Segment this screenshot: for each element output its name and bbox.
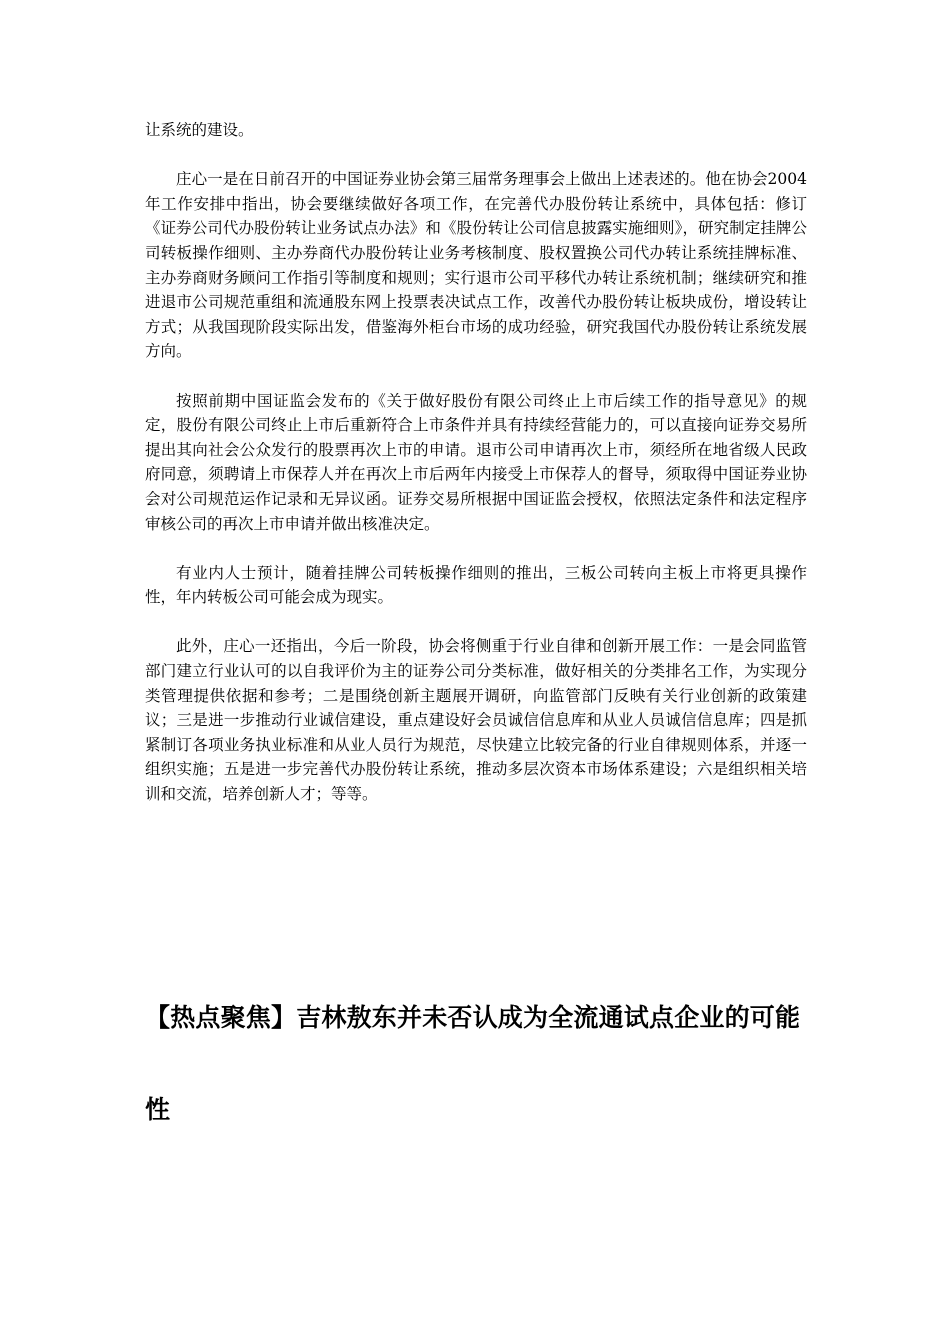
paragraph-association-focus: 此外，庄心一还指出，今后一阶段，协会将侧重于行业自律和创新开展工作：一是会同监管部门建立行业认可的以自我评价为主的证券公司分类标准，做好相关的分类排名工作，为实现分类管理提供依据和参考；二是围绕创新主题展开调研，向监管部门反映有关行业创新的政策建议；三是进一步推动行业诚信建设，重点建设好会员诚信信息库和从业人员诚信信息库；四是抓紧制订各项业务执业标准和从业人员行为规范，尽快建立比较完备的行业自律规则体系，并逐一组织实施；五是进一步完善代办股份转让系统，推动多层次资本市场体系建设；六是组织相关培训和交流，培养创新人才；等等。 — [145, 637, 807, 804]
paragraph-relisting-rules: 按照前期中国证监会发布的《关于做好股份有限公司终止上市后续工作的指导意见》的规定，股份有限公司终止上市后重新符合上市条件并具有持续经营能力的，可以直接向证券交易所提出其向社会公众发行的股票再次上市的申请。退市公司申请再次上市，须经所在地省级人民政府同意，须聘请上市保荐人并在再次上市后两年内接受上市保荐人的督导，须取得中国证券业协会对公司规范运作记录和无异议函。证券交易所根据中国证监会授权，依照法定条件和法定程序审核公司的再次上市申请并做出核准决定。 — [145, 391, 807, 533]
paragraph-continuation: 让系统的建设。 — [145, 121, 254, 139]
paragraph-gap — [145, 610, 807, 635]
paragraph-work-plan: 庄心一是在日前召开的中国证券业协会第三届常务理事会上做出上述表述的。他在协会2004年工作安排中指出，协会要继续做好各项工作，在完善代办股份转让系统中，具体包括：修订《证券公司代办股份转让业务试点办法》和《股份转让公司信息披露实施细则》，研究制定挂牌公司转板操作细则、主办券商代办股份转让业务考核制度、股权置换公司代办转让系统挂牌标准、主办券商财务顾问工作指引等制度和规则；实行退市公司平移代办转让系统机制；继续研究和推进退市公司规范重组和流通股东网上投票表决试点工作，改善代办股份转让板块成份，增设转让方式；从我国现阶段实际出发，借鉴海外柜台市场的成功经验，研究我国代办股份转让系统发展方向。 — [145, 170, 807, 361]
article-body — [145, 118, 807, 807]
paragraph-industry-forecast: 有业内人士预计，随着挂牌公司转板操作细则的推出，三板公司转向主板上市将更具操作性，年内转板公司可能会成为现实。 — [145, 563, 807, 607]
paragraph-gap — [145, 364, 807, 389]
paragraph-gap — [145, 143, 807, 168]
section-heading: 【热点聚焦】吉林敖东并未否认成为全流通试点企业的可能性 — [145, 1003, 801, 1124]
paragraph-gap — [145, 536, 807, 561]
